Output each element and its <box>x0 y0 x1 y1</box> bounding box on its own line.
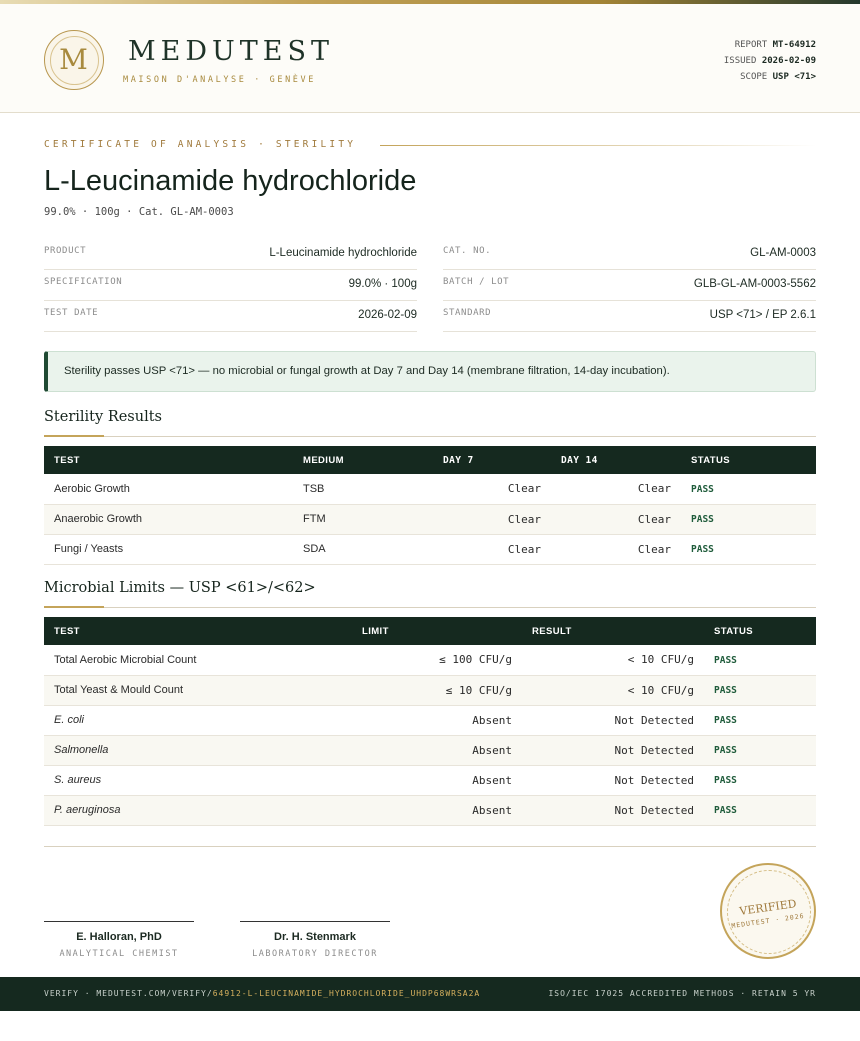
status-badge: PASS <box>691 483 714 495</box>
microbial-section-title: Microbial Limits — USP <61>/<62> <box>44 580 316 596</box>
info-value: 2026-02-09 <box>358 309 417 321</box>
status-badge: PASS <box>714 715 737 726</box>
microbial-limits-table <box>44 617 816 826</box>
test-name: Total Aerobic Microbial Count <box>54 653 197 666</box>
report-header <box>0 4 860 113</box>
signature-director <box>240 921 390 959</box>
signatory-name: E. Halloran, PhD <box>76 931 162 943</box>
table-row <box>44 534 816 564</box>
seal-text: VERIFIED <box>738 897 798 918</box>
status-badge: PASS <box>691 514 714 525</box>
table-row <box>44 795 816 825</box>
signature-divider <box>44 846 816 847</box>
test-name: Anaerobic Growth <box>54 513 143 525</box>
info-row-test-date <box>44 301 417 332</box>
day7-result: Clear <box>507 512 541 526</box>
product-subtitle: 99.0% · 100g · Cat. GL-AM-0003 <box>44 206 234 218</box>
signatory-name: Dr. H. Stenmark <box>274 931 356 943</box>
table-header-row <box>44 446 816 474</box>
info-row-standard <box>443 301 816 332</box>
status-badge: PASS <box>691 544 714 555</box>
day14-result: Clear <box>637 512 671 526</box>
section-divider <box>44 607 816 608</box>
signatory-role: ANALYTICAL CHEMIST <box>59 949 179 959</box>
info-value: GL-AM-0003 <box>750 247 816 259</box>
medium: SDA <box>303 543 326 555</box>
column-header: MEDIUM <box>303 454 344 466</box>
limit-value: Absent <box>472 803 512 817</box>
table-row <box>44 675 816 705</box>
info-key: PRODUCT <box>44 246 87 256</box>
test-name: P. aeruginosa <box>54 804 121 816</box>
column-header: TEST <box>54 625 80 637</box>
info-value: GLB-GL-AM-0003-5562 <box>693 278 816 290</box>
issued-date: 2026-02-09 <box>761 56 816 66</box>
logo-letter: M <box>59 43 88 76</box>
medium: TSB <box>303 482 325 495</box>
info-key: STANDARD <box>443 308 492 318</box>
info-row-product <box>44 239 417 270</box>
issued-label: ISSUED <box>723 56 757 66</box>
section-accent <box>44 606 104 608</box>
report-meta <box>724 37 816 85</box>
table-row <box>44 645 816 675</box>
test-name: Aerobic Growth <box>54 482 130 495</box>
certificate-eyebrow-row <box>44 139 816 151</box>
column-header: STATUS <box>691 454 730 466</box>
table-row <box>44 474 816 504</box>
day7-result: Clear <box>507 482 541 496</box>
table-row <box>44 765 816 795</box>
test-name: Total Yeast & Mould Count <box>54 684 184 696</box>
scope-label: SCOPE <box>740 72 768 82</box>
day7-result: Clear <box>507 542 541 556</box>
report-footer <box>0 977 860 1011</box>
signature-chemist <box>44 921 194 959</box>
info-row-batch <box>443 270 816 301</box>
signatory-role: LABORATORY DIRECTOR <box>252 949 378 959</box>
sterility-table <box>44 446 816 565</box>
info-value: 99.0% · 100g <box>348 278 417 290</box>
info-key: TEST DATE <box>44 308 99 318</box>
column-header: DAY 7 <box>443 454 474 466</box>
notice-text: Sterility passes USP <71> — no microbial or fungal growth at Day 7 and Day 14 (membrane filtration, 14-day incubation). <box>64 365 670 377</box>
info-row-specification <box>44 270 417 301</box>
section-accent <box>44 435 104 437</box>
accreditation-note: ISO/IEC 17025 ACCREDITED METHODS · RETAIN 5 YR <box>548 989 816 998</box>
sterility-section-title: Sterility Results <box>44 409 162 425</box>
column-header: LIMIT <box>362 625 389 637</box>
day14-result: Clear <box>637 482 671 496</box>
result-value: Not Detected <box>614 803 694 817</box>
info-key: SPECIFICATION <box>44 277 123 287</box>
brand-logo <box>44 30 104 90</box>
limit-value: Absent <box>472 773 512 787</box>
test-name: E. coli <box>54 714 84 726</box>
verify-prefix: VERIFY · MEDUTEST.COM/VERIFY/ <box>44 989 213 998</box>
result-value: Not Detected <box>614 773 694 787</box>
info-value: L-Leucinamide hydrochloride <box>269 247 417 259</box>
verify-code: 64912-L-LEUCINAMIDE_HYDROCHLORIDE_UHDP68WRSA2A <box>212 989 481 998</box>
product-title: L-Leucinamide hydrochloride <box>44 165 417 197</box>
test-name: S. aureus <box>54 774 102 786</box>
section-divider <box>44 436 816 437</box>
column-header: STATUS <box>714 625 753 637</box>
table-header-row <box>44 617 816 645</box>
status-badge: PASS <box>714 805 737 816</box>
eyebrow-divider <box>380 145 816 146</box>
test-name: Salmonella <box>54 744 109 756</box>
result-value: Not Detected <box>614 713 694 727</box>
status-badge: PASS <box>714 685 737 696</box>
seal-subtext: MEDUTEST · 2026 <box>730 911 806 931</box>
info-key: BATCH / LOT <box>443 277 510 287</box>
limit-value: Absent <box>472 743 512 757</box>
info-panel-left <box>44 239 417 332</box>
medium: FTM <box>303 513 326 525</box>
column-header: DAY 14 <box>561 454 598 466</box>
brand-name: MEDUTEST <box>128 36 334 67</box>
limit-value: ≤ 100 CFU/g <box>439 653 512 667</box>
table-row <box>44 705 816 735</box>
report-label: REPORT <box>734 40 768 50</box>
table-row <box>44 504 816 534</box>
day14-result: Clear <box>637 542 671 556</box>
sterility-pass-notice <box>44 351 816 392</box>
scope-value: USP <71> <box>772 72 816 82</box>
table-row <box>44 735 816 765</box>
brand-tagline: MAISON D'ANALYSE · GENÈVE <box>123 75 316 85</box>
report-number: MT-64912 <box>772 40 816 50</box>
verify-link[interactable] <box>44 989 480 998</box>
info-panel-right <box>443 239 816 332</box>
test-name: Fungi / Yeasts <box>54 543 124 555</box>
info-value: USP <71> / EP 2.6.1 <box>709 309 816 321</box>
status-badge: PASS <box>714 745 737 756</box>
result-value: < 10 CFU/g <box>627 653 694 667</box>
info-row-cat-no <box>443 239 816 270</box>
status-badge: PASS <box>714 775 737 786</box>
result-value: Not Detected <box>614 743 694 757</box>
limit-value: Absent <box>472 713 512 727</box>
result-value: < 10 CFU/g <box>627 683 694 697</box>
verified-seal <box>720 863 816 959</box>
limit-value: ≤ 10 CFU/g <box>445 683 512 697</box>
info-key: CAT. NO. <box>443 246 492 256</box>
column-header: RESULT <box>532 625 572 637</box>
column-header: TEST <box>54 454 80 466</box>
status-badge: PASS <box>714 654 737 666</box>
certificate-eyebrow: CERTIFICATE OF ANALYSIS · STERILITY <box>44 139 357 150</box>
